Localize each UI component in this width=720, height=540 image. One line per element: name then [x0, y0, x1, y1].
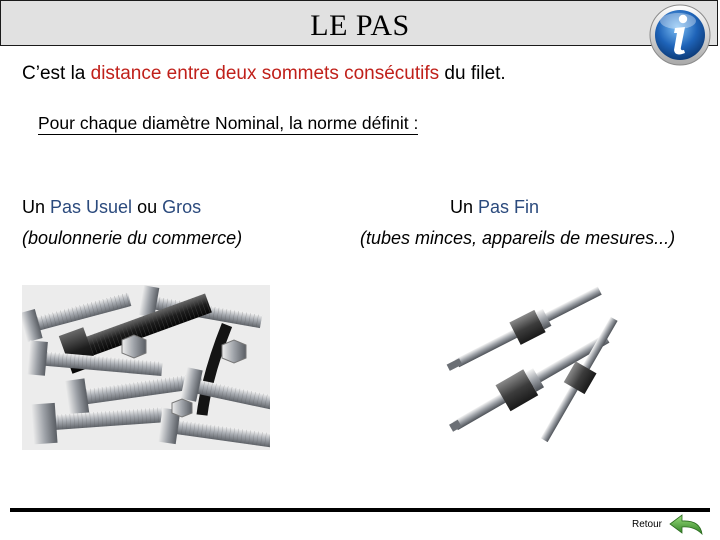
- pas-usuel-connector: ou: [132, 197, 163, 217]
- pas-usuel-examples: (boulonnerie du commerce): [22, 228, 243, 248]
- norm-sentence: Pour chaque diamètre Nominal, la norme définit :: [38, 113, 419, 133]
- pas-usuel-prefix: Un: [22, 197, 51, 217]
- pas-fin-term: Pas Fin: [478, 197, 540, 217]
- bolts-photo: [22, 285, 270, 450]
- pas-fin-heading: [450, 197, 539, 218]
- definition-part2: du filet.: [439, 63, 506, 84]
- pas-fin-examples: (tubes minces, appareils de mesures...): [360, 228, 676, 248]
- definition-highlight: distance entre deux sommets consécutifs: [90, 63, 440, 84]
- pas-fin-prefix: Un: [450, 197, 479, 217]
- pas-gros-term: Gros: [162, 197, 202, 217]
- info-icon[interactable]: [645, 3, 715, 67]
- norm-intro: [38, 113, 418, 134]
- pas-usuel-heading: [22, 197, 201, 218]
- footer-divider: [10, 508, 710, 512]
- slide-title: LE PAS: [310, 9, 410, 42]
- return-arrow-icon[interactable]: [668, 512, 704, 538]
- pitch-definition: [22, 63, 506, 85]
- pas-usuel-term: Pas Usuel: [50, 197, 133, 217]
- retour-link[interactable]: Retour: [632, 519, 663, 530]
- ball-screws-photo: [440, 270, 618, 445]
- definition-part1: C’est la: [22, 63, 91, 84]
